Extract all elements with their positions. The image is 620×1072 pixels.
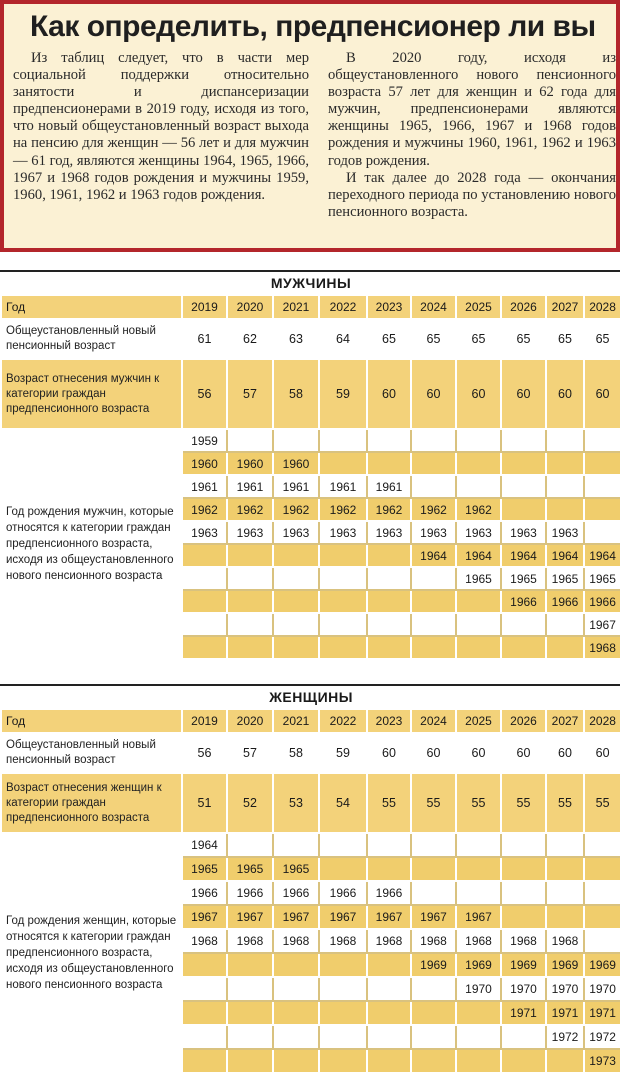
birth-year-cell xyxy=(227,953,273,977)
year-cell: 2020 xyxy=(227,709,273,733)
year-cell: 2022 xyxy=(319,295,367,319)
birth-year-cell: 1963 xyxy=(273,521,319,544)
birth-year-cell: 1962 xyxy=(227,498,273,521)
year-cell: 2021 xyxy=(273,295,319,319)
birth-year-cell xyxy=(584,475,620,498)
birth-year-cell: 1967 xyxy=(182,905,227,929)
birth-year-cell xyxy=(367,613,411,636)
retirement-age-cell: 61 xyxy=(182,319,227,359)
birth-year-cell xyxy=(411,1001,456,1025)
birth-year-cell: 1964 xyxy=(182,833,227,857)
birth-year-cell: 1969 xyxy=(501,953,546,977)
birth-year-cell xyxy=(546,1049,584,1072)
birth-year-cell xyxy=(319,1049,367,1072)
birth-year-cell xyxy=(273,1001,319,1025)
birth-year-cell: 1961 xyxy=(367,475,411,498)
retirement-age-cell: 58 xyxy=(273,733,319,773)
birth-year-cell xyxy=(319,544,367,567)
prepension-age-cell: 56 xyxy=(182,359,227,429)
birth-year-cell: 1964 xyxy=(456,544,501,567)
birth-year-cell xyxy=(182,567,227,590)
birth-year-cell: 1965 xyxy=(227,857,273,881)
birth-year-cell xyxy=(273,1025,319,1049)
prepension-age-cell: 55 xyxy=(584,773,620,833)
birth-year-cell xyxy=(227,1025,273,1049)
birth-year-cell xyxy=(456,636,501,659)
birth-year-cell xyxy=(456,1001,501,1025)
year-cell: 2027 xyxy=(546,295,584,319)
birth-year-cell xyxy=(546,857,584,881)
birth-year-cell xyxy=(367,833,411,857)
birth-year-cell: 1973 xyxy=(584,1049,620,1072)
retirement-age-cell: 62 xyxy=(227,319,273,359)
birth-year-cell xyxy=(367,1025,411,1049)
section-title-row xyxy=(1,271,620,295)
birth-year-cell xyxy=(501,498,546,521)
prepension-age-cell: 60 xyxy=(546,359,584,429)
birth-year-cell xyxy=(501,857,546,881)
retirement-age-cell: 60 xyxy=(546,733,584,773)
birth-year-cell: 1962 xyxy=(319,498,367,521)
birth-year-cell xyxy=(367,1049,411,1072)
birth-year-cell: 1964 xyxy=(546,544,584,567)
birth-year-cell: 1963 xyxy=(456,521,501,544)
birth-year-cell: 1965 xyxy=(273,857,319,881)
retirement-age-cell: 59 xyxy=(319,733,367,773)
birth-year-cell xyxy=(273,953,319,977)
birth-year-cell xyxy=(584,452,620,475)
article-column-right xyxy=(328,50,616,221)
birth-year-cell: 1965 xyxy=(182,857,227,881)
year-header-label: Год xyxy=(1,295,182,319)
birth-year-cell xyxy=(546,452,584,475)
birth-year-cell xyxy=(546,475,584,498)
birth-year-cell: 1961 xyxy=(227,475,273,498)
birth-year-cell xyxy=(501,636,546,659)
birth-year-cell: 1971 xyxy=(584,1001,620,1025)
birth-year-cell xyxy=(456,833,501,857)
birth-year-cell xyxy=(584,521,620,544)
birth-year-cell xyxy=(584,429,620,452)
retirement-age-cell: 60 xyxy=(584,733,620,773)
birth-year-cell xyxy=(273,636,319,659)
article-paragraph: Из таблиц следует, что в части мер социальной поддержки относительно занятости и диспансеризации предпенсионерами в 2019 году, исходя из того, что новый общеустановленный возраст выхода на пенсию для женщин — 56 лет и для мужчин — 61 год, являются женщины 1964, 1965, 1966, 1967 и 1968 годов рождения и мужчины 1959, 1960, 1961, 1962 и 1963 годов рождения. xyxy=(13,50,309,203)
birth-year-cell xyxy=(411,977,456,1001)
birth-year-cell xyxy=(501,475,546,498)
birth-year-cell xyxy=(456,881,501,905)
birth-year-cell xyxy=(546,905,584,929)
birth-year-cell: 1961 xyxy=(319,475,367,498)
retirement-age-cell: 60 xyxy=(411,733,456,773)
retirement-age-cell: 60 xyxy=(367,733,411,773)
birth-year-cell xyxy=(546,636,584,659)
retirement-age-cell: 65 xyxy=(584,319,620,359)
birth-year-cell xyxy=(501,429,546,452)
birth-year-cell: 1967 xyxy=(411,905,456,929)
prepension-age-cell: 60 xyxy=(367,359,411,429)
prepension-age-cell: 53 xyxy=(273,773,319,833)
prepension-age-cell: 60 xyxy=(584,359,620,429)
birth-year-label: Год рождения женщин, которые относятся к категории граждан предпенсионного возраста, исходя из общеустановленного нового пенсионного возраста xyxy=(1,833,182,1072)
birth-year-cell xyxy=(319,953,367,977)
birth-year-cell: 1963 xyxy=(182,521,227,544)
birth-year-cell: 1972 xyxy=(546,1025,584,1049)
birth-year-cell xyxy=(182,636,227,659)
birth-year-cell xyxy=(456,1049,501,1072)
birth-year-cell xyxy=(501,833,546,857)
birth-year-cell xyxy=(273,977,319,1001)
birth-year-cell xyxy=(319,636,367,659)
birth-year-cell xyxy=(227,544,273,567)
birth-year-cell xyxy=(584,905,620,929)
retirement-age-cell: 65 xyxy=(456,319,501,359)
birth-year-cell xyxy=(319,590,367,613)
birth-year-cell: 1967 xyxy=(367,905,411,929)
birth-year-cell xyxy=(584,857,620,881)
birth-year-cell xyxy=(411,857,456,881)
birth-year-cell xyxy=(584,881,620,905)
birth-year-cell xyxy=(319,857,367,881)
year-cell: 2027 xyxy=(546,709,584,733)
birth-year-cell xyxy=(227,613,273,636)
birth-year-cell: 1966 xyxy=(584,590,620,613)
birth-year-cell xyxy=(367,452,411,475)
birth-year-cell: 1960 xyxy=(273,452,319,475)
retirement-age-label: Общеустановленный новый пенсионный возраст xyxy=(1,733,182,773)
birth-year-cell: 1971 xyxy=(546,1001,584,1025)
birth-year-cell xyxy=(273,590,319,613)
birth-year-cell: 1961 xyxy=(182,475,227,498)
birth-year-cell xyxy=(584,498,620,521)
year-cell: 2025 xyxy=(456,295,501,319)
prepension-age-cell: 55 xyxy=(456,773,501,833)
prepension-age-cell: 55 xyxy=(367,773,411,833)
birth-year-cell: 1964 xyxy=(584,544,620,567)
section-title-row xyxy=(1,685,620,709)
retirement-age-cell: 56 xyxy=(182,733,227,773)
birth-year-cell xyxy=(456,475,501,498)
article-header xyxy=(0,0,620,252)
birth-year-cell: 1969 xyxy=(411,953,456,977)
birth-year-cell xyxy=(546,881,584,905)
birth-year-cell: 1967 xyxy=(456,905,501,929)
birth-year-cell xyxy=(319,977,367,1001)
birth-year-cell xyxy=(501,613,546,636)
birth-year-cell: 1966 xyxy=(182,881,227,905)
birth-year-cell: 1964 xyxy=(411,544,456,567)
birth-year-cell: 1968 xyxy=(273,929,319,953)
prepension-age-cell: 52 xyxy=(227,773,273,833)
birth-year-cell xyxy=(501,452,546,475)
prepension-age-cell: 60 xyxy=(411,359,456,429)
prepension-age-label: Возраст отнесения мужчин к категории граждан предпенсионного возраста xyxy=(1,359,182,429)
birth-year-cell: 1966 xyxy=(367,881,411,905)
year-cell: 2021 xyxy=(273,709,319,733)
birth-year-cell: 1968 xyxy=(319,929,367,953)
birth-year-cell xyxy=(546,833,584,857)
birth-year-cell xyxy=(411,833,456,857)
birth-year-cell: 1968 xyxy=(411,929,456,953)
birth-year-cell xyxy=(227,590,273,613)
birth-year-cell xyxy=(227,833,273,857)
year-cell: 2024 xyxy=(411,709,456,733)
birth-year-cell xyxy=(367,590,411,613)
birth-year-cell xyxy=(411,475,456,498)
birth-year-cell: 1968 xyxy=(546,929,584,953)
birth-year-cell xyxy=(367,857,411,881)
birth-year-cell xyxy=(319,429,367,452)
birth-year-cell: 1959 xyxy=(182,429,227,452)
birth-year-cell xyxy=(456,613,501,636)
birth-year-cell: 1963 xyxy=(411,521,456,544)
birth-year-cell: 1962 xyxy=(456,498,501,521)
birth-year-cell xyxy=(456,857,501,881)
birth-year-cell: 1967 xyxy=(227,905,273,929)
birth-year-cell xyxy=(227,567,273,590)
birth-year-cell xyxy=(411,590,456,613)
birth-year-cell: 1971 xyxy=(501,1001,546,1025)
birth-year-cell xyxy=(411,613,456,636)
year-cell: 2023 xyxy=(367,295,411,319)
retirement-age-cell: 63 xyxy=(273,319,319,359)
birth-year-cell xyxy=(273,429,319,452)
year-header-label: Год xyxy=(1,709,182,733)
birth-year-cell: 1962 xyxy=(182,498,227,521)
birth-year-cell xyxy=(411,1025,456,1049)
year-cell: 2020 xyxy=(227,295,273,319)
year-cell: 2025 xyxy=(456,709,501,733)
article-paragraph: И так далее до 2028 года — окончания переходного периода по установлению нового пенсионного возраста. xyxy=(328,169,616,220)
birth-year-cell xyxy=(546,429,584,452)
birth-year-cell xyxy=(456,1025,501,1049)
birth-year-cell xyxy=(227,1001,273,1025)
retirement-age-cell: 65 xyxy=(411,319,456,359)
prepension-age-cell: 57 xyxy=(227,359,273,429)
birth-year-cell: 1960 xyxy=(182,452,227,475)
retirement-age-cell: 65 xyxy=(367,319,411,359)
birth-year-cell: 1966 xyxy=(227,881,273,905)
birth-year-cell xyxy=(501,905,546,929)
birth-year-cell xyxy=(182,977,227,1001)
year-cell: 2026 xyxy=(501,709,546,733)
year-cell: 2022 xyxy=(319,709,367,733)
prepension-age-row xyxy=(1,773,620,833)
article-paragraph: В 2020 году, исходя из общеустановленного нового пенсионного возраста 57 лет для женщин и 62 года для мужчин, предпенсионерами являются женщины 1965, 1966, 1967 и 1968 годов рождения и мужчины 1960, 1961, 1962 и 1963 годов рождения. xyxy=(328,50,616,169)
birth-year-cell xyxy=(319,613,367,636)
year-cell: 2019 xyxy=(182,295,227,319)
prepension-age-cell: 51 xyxy=(182,773,227,833)
birth-year-cell: 1962 xyxy=(411,498,456,521)
birth-year-cell xyxy=(319,1001,367,1025)
birth-year-cell: 1968 xyxy=(501,929,546,953)
birth-year-cell xyxy=(319,452,367,475)
birth-year-cell xyxy=(456,590,501,613)
section-title: ЖЕНЩИНЫ xyxy=(1,685,620,709)
birth-year-cell: 1969 xyxy=(546,953,584,977)
year-cell: 2023 xyxy=(367,709,411,733)
prepension-age-row xyxy=(1,359,620,429)
birth-year-cell xyxy=(546,498,584,521)
birth-year-cell xyxy=(501,881,546,905)
retirement-age-cell: 64 xyxy=(319,319,367,359)
birth-year-cell: 1965 xyxy=(584,567,620,590)
birth-year-cell: 1969 xyxy=(456,953,501,977)
retirement-age-cell: 65 xyxy=(501,319,546,359)
birth-year-cell: 1968 xyxy=(584,636,620,659)
birth-year-cell xyxy=(273,544,319,567)
birth-year-cell: 1963 xyxy=(501,521,546,544)
birth-year-cell: 1963 xyxy=(227,521,273,544)
prepension-age-cell: 55 xyxy=(546,773,584,833)
birth-year-cell: 1966 xyxy=(319,881,367,905)
birth-year-cell: 1965 xyxy=(456,567,501,590)
birth-year-cell xyxy=(367,429,411,452)
birth-year-cell: 1968 xyxy=(227,929,273,953)
prepension-age-cell: 54 xyxy=(319,773,367,833)
birth-year-label: Год рождения мужчин, которые относятся к категории граждан предпенсионного возраста, исходя из общеустановленного нового пенсионного возраста xyxy=(1,429,182,659)
prepension-age-label: Возраст отнесения женщин к категории граждан предпенсионного возраста xyxy=(1,773,182,833)
birth-year-cell xyxy=(273,567,319,590)
birth-year-cell xyxy=(584,929,620,953)
birth-year-cell xyxy=(501,1025,546,1049)
birth-year-cell: 1966 xyxy=(273,881,319,905)
retirement-age-label: Общеустановленный новый пенсионный возраст xyxy=(1,319,182,359)
section-title: МУЖЧИНЫ xyxy=(1,271,620,295)
birth-year-cell: 1962 xyxy=(367,498,411,521)
birth-year-cell: 1963 xyxy=(546,521,584,544)
retirement-age-cell: 60 xyxy=(456,733,501,773)
birth-year-cell xyxy=(182,590,227,613)
birth-year-cell xyxy=(227,1049,273,1072)
birth-year-cell: 1963 xyxy=(319,521,367,544)
birth-year-cell xyxy=(319,833,367,857)
birth-year-cell: 1970 xyxy=(584,977,620,1001)
birth-year-cell: 1967 xyxy=(273,905,319,929)
birth-year-cell xyxy=(367,1001,411,1025)
article-column-left xyxy=(13,50,309,204)
year-row xyxy=(1,709,620,733)
birth-year-cell xyxy=(182,1049,227,1072)
year-cell: 2026 xyxy=(501,295,546,319)
birth-year-cell: 1965 xyxy=(501,567,546,590)
birth-year-cell: 1967 xyxy=(584,613,620,636)
birth-year-cell xyxy=(319,567,367,590)
birth-year-cell xyxy=(367,567,411,590)
birth-year-cell xyxy=(319,1025,367,1049)
prepension-age-cell: 60 xyxy=(456,359,501,429)
birth-year-cell xyxy=(456,452,501,475)
prepension-age-cell: 55 xyxy=(411,773,456,833)
birth-year-cell: 1968 xyxy=(182,929,227,953)
birth-year-cell xyxy=(273,613,319,636)
birth-year-cell: 1972 xyxy=(584,1025,620,1049)
birth-year-cell xyxy=(182,613,227,636)
birth-year-cell: 1968 xyxy=(456,929,501,953)
birth-year-row xyxy=(1,833,620,857)
birth-year-cell xyxy=(273,833,319,857)
birth-year-cell xyxy=(367,544,411,567)
birth-year-cell: 1966 xyxy=(501,590,546,613)
birth-year-cell xyxy=(227,429,273,452)
retirement-age-row xyxy=(1,319,620,359)
birth-year-cell xyxy=(367,977,411,1001)
year-cell: 2028 xyxy=(584,295,620,319)
birth-year-cell xyxy=(584,833,620,857)
birth-year-cell xyxy=(273,1049,319,1072)
year-cell: 2028 xyxy=(584,709,620,733)
birth-year-cell: 1964 xyxy=(501,544,546,567)
prepension-age-cell: 58 xyxy=(273,359,319,429)
birth-year-cell: 1969 xyxy=(584,953,620,977)
year-row xyxy=(1,295,620,319)
prepension-age-cell: 55 xyxy=(501,773,546,833)
page-title: Как определить, предпенсионер ли вы xyxy=(30,10,596,43)
birth-year-cell: 1963 xyxy=(367,521,411,544)
birth-year-cell xyxy=(367,636,411,659)
birth-year-cell: 1970 xyxy=(546,977,584,1001)
retirement-age-cell: 57 xyxy=(227,733,273,773)
birth-year-cell: 1962 xyxy=(273,498,319,521)
birth-year-cell xyxy=(411,429,456,452)
birth-year-cell xyxy=(182,953,227,977)
birth-year-cell: 1961 xyxy=(273,475,319,498)
year-cell: 2024 xyxy=(411,295,456,319)
birth-year-cell xyxy=(411,881,456,905)
birth-year-cell xyxy=(367,953,411,977)
prepension-age-cell: 59 xyxy=(319,359,367,429)
birth-year-cell: 1966 xyxy=(546,590,584,613)
birth-year-cell xyxy=(182,544,227,567)
retirement-age-cell: 60 xyxy=(501,733,546,773)
retirement-age-cell: 65 xyxy=(546,319,584,359)
birth-year-cell xyxy=(227,977,273,1001)
birth-year-cell xyxy=(501,1049,546,1072)
year-cell: 2019 xyxy=(182,709,227,733)
birth-year-cell xyxy=(456,429,501,452)
birth-year-cell xyxy=(182,1025,227,1049)
birth-year-cell xyxy=(227,636,273,659)
birth-year-cell xyxy=(546,613,584,636)
retirement-age-row xyxy=(1,733,620,773)
birth-year-cell xyxy=(411,636,456,659)
men-table xyxy=(0,270,620,660)
birth-year-cell xyxy=(411,567,456,590)
birth-year-cell: 1960 xyxy=(227,452,273,475)
birth-year-cell: 1965 xyxy=(546,567,584,590)
birth-year-cell xyxy=(182,1001,227,1025)
birth-year-cell: 1968 xyxy=(367,929,411,953)
birth-year-cell xyxy=(411,1049,456,1072)
women-table xyxy=(0,684,620,1072)
birth-year-row xyxy=(1,429,620,452)
birth-year-cell: 1970 xyxy=(456,977,501,1001)
prepension-age-cell: 60 xyxy=(501,359,546,429)
birth-year-cell: 1967 xyxy=(319,905,367,929)
birth-year-cell: 1970 xyxy=(501,977,546,1001)
birth-year-cell xyxy=(411,452,456,475)
